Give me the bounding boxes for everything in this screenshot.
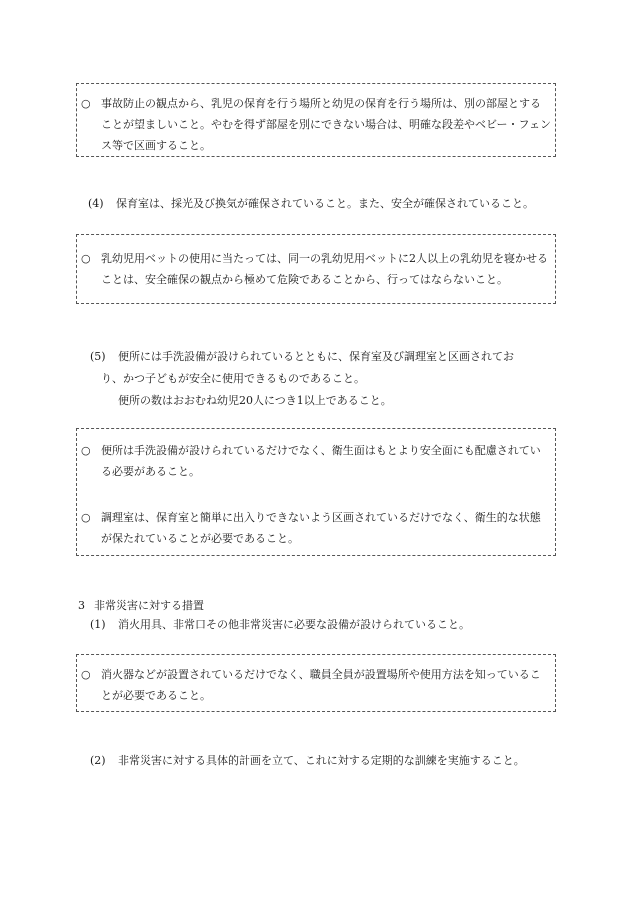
circle-bullet-icon: ○ xyxy=(81,252,91,265)
item-text: 保育室は、採光及び換気が確保されていること。また、安全が確保されていること。 xyxy=(116,197,534,210)
note-text: 乳幼児用ベットの使用に当たっては、同一の乳幼児用ベットに2人以上の乳幼児を寝かせることは、安全確保の観点から極めて危険であることから、行ってはならないこと。 xyxy=(101,252,548,286)
item-text: 非常災害に対する具体的計画を立て、これに対する定期的な訓練を実施すること。 xyxy=(118,754,525,767)
circle-bullet-icon: ○ xyxy=(81,668,91,681)
item-number: (2) xyxy=(90,754,106,767)
note-text: 調理室は、保育室と簡単に出入りできないよう区画されているだけでなく、衛生的な状態が保たれていることが必要であること。 xyxy=(101,511,541,545)
item-number: (4) xyxy=(88,197,104,210)
note-text: 消火器などが設置されているだけでなく、職員全員が設置場所や使用方法を知っていることが必要であること。 xyxy=(101,668,541,702)
item-number: (1) xyxy=(90,618,106,631)
note-box-fire-equipment xyxy=(76,654,556,712)
item-5-line2: り、かつ子どもが安全に使用できるものであること。 xyxy=(101,372,365,385)
section-title: 非常災害に対する措置 xyxy=(94,599,204,612)
item-5-line3: 便所の数はおおむね幼児20人につき1以上であること。 xyxy=(118,394,392,407)
item-text: 消火用具、非常口その他非常災害に必要な設備が設けられていること。 xyxy=(118,618,470,631)
note-box-nursery-separation xyxy=(76,83,556,157)
note-text: 便所は手洗設備が設けられているだけでなく、衛生面はもとより安全面にも配慮されている必要があること。 xyxy=(101,444,541,478)
circle-bullet-icon: ○ xyxy=(81,444,91,457)
section-number: 3 xyxy=(78,599,85,612)
note-box-crib-safety xyxy=(76,234,556,304)
note-text: 事故防止の観点から、乳児の保育を行う場所と幼児の保育を行う場所は、別の部屋とすることが望ましいこと。やむを得ず部屋を別にできない場合は、明確な段差やベビー・フェンス等で区画すること。 xyxy=(101,97,552,152)
circle-bullet-icon: ○ xyxy=(81,97,91,110)
item-number: (5) xyxy=(90,350,106,363)
note-box-toilet-kitchen xyxy=(76,428,556,556)
item-text-line1: 便所には手洗設備が設けられているとともに、保育室及び調理室と区画されてお xyxy=(118,350,514,363)
circle-bullet-icon: ○ xyxy=(81,511,91,524)
